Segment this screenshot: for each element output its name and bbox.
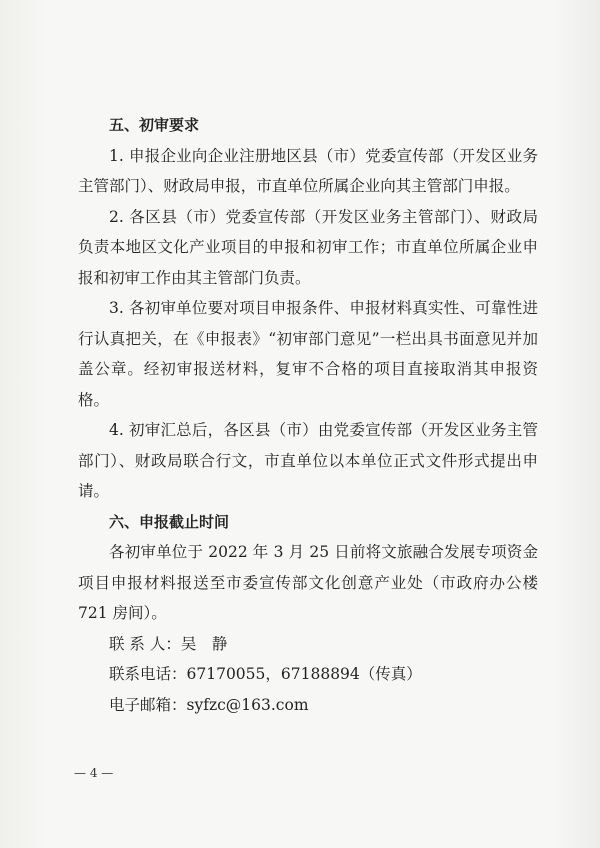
section-6 xyxy=(78,507,538,629)
section-heading-6: 六、申报截止时间 xyxy=(109,512,230,531)
page-number: — 4 — xyxy=(74,766,114,780)
paragraph-5-1: 1. 申报企业向企业注册地区县（市）党委宣传部（开发区业务主管部门）、财政局申报，市直单位所属企业向其主管部门申报。 xyxy=(78,146,538,195)
contact-block xyxy=(78,629,538,721)
paragraph-5-3: 3. 各初审单位要对项目申报条件、申报材料真实性、可靠性进行认真把关，在《申报表》“初审部门意见”一栏出具书面意见并加盖公章。经初审报送材料，复审不合格的项目直接取消其申报资格。 xyxy=(78,299,538,409)
paragraph-5-4: 4. 初审汇总后，各区县（市）由党委宣传部（开发区业务主管部门）、财政局联合行文，市直单位以本单位正式文件形式提出申请。 xyxy=(78,421,538,500)
section-heading-5: 五、初审要求 xyxy=(109,116,200,134)
contact-phone: 联系电话：67170055，67188894（传真） xyxy=(109,665,422,683)
contact-email: 电子邮箱：syfzc@163.com xyxy=(109,695,309,714)
paragraph-5-2: 2. 各区县（市）党委宣传部（开发区业务主管部门）、财政局负责本地区文化产业项目的申报和初审工作；市直单位所属企业申报和初审工作由其主管部门负责。 xyxy=(78,207,538,287)
document-body xyxy=(78,110,538,720)
section-5 xyxy=(78,110,538,507)
paragraph-6-1: 各初审单位于 2022 年 3 月 25 日前将文旅融合发展专项资金项目申报材料报送至市委宣传部文化创意产业处（市政府办公楼 721 房间）。 xyxy=(78,543,538,622)
contact-person: 联 系 人：吴 静 xyxy=(109,634,228,653)
